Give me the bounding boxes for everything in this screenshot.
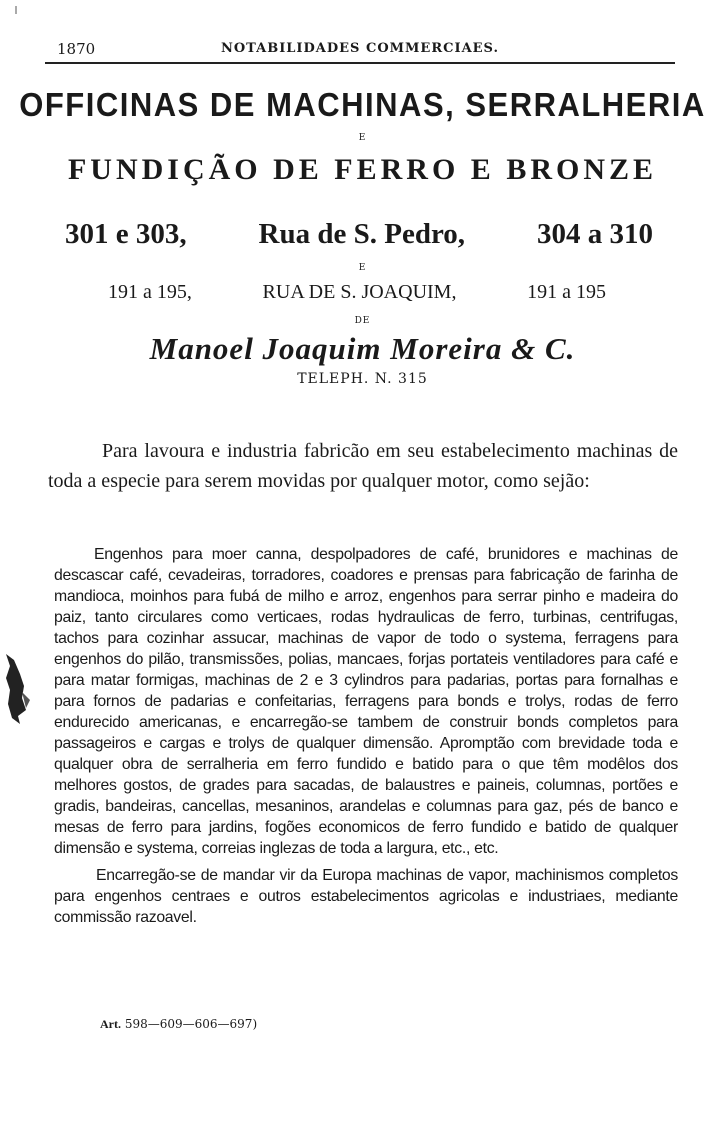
reference-label: Art. [100,1017,121,1031]
address-line-1 [65,218,653,251]
telephone-number: TELEPH. N. 315 [297,371,428,387]
corner-mark [15,6,17,14]
title-main: OFFICINAS DE MACHINAS, SERRALHERIA [19,85,706,124]
running-title: NOTABILIDADES COMMERCIAES. [220,41,500,56]
intro-paragraph [48,436,678,496]
address-line-1-left: 301 e 303, [65,218,187,250]
page-header [45,40,675,62]
reference-numbers: 598—609—606—697) [124,1017,258,1031]
company-name: Manoel Joaquim Moreira & C. [149,331,576,366]
address-conjunction: E [358,263,367,273]
reference-line [100,1017,257,1032]
company-preposition: DE [354,316,371,326]
margin-ink-mark [0,652,34,732]
body-paragraph-2: Encarregão-se de mandar vir da Europa machinas de vapor, machinismos completos para engenhos centraes e outros estabelecimentos agricolas e industriaes, mediante commissão razoavel. [54,867,678,926]
address-line-2-left: 191 a 195, [108,281,192,303]
address-line-1-street: Rua de S. Pedro, [258,218,466,250]
header-rule [45,62,675,64]
address-line-2-street: RUA DE S. JOAQUIM, [262,281,457,303]
address-line-1-right: 304 a 310 [536,218,653,250]
address-line-2 [108,281,606,304]
body-text [54,544,678,928]
intro-text: Para lavoura e industria fabricão em seu estabelecimento machinas de toda a especie para serem movidas por qualquer motor, como sejão: [48,440,678,492]
title-subtitle: FUNDIÇÃO DE FERRO E BRONZE [67,153,658,186]
page-number: 1870 [57,40,96,58]
body-paragraph-1: Engenhos para moer canna, despolpadores de café, brunidores e machinas de descascar café, cevadeiras, torradores, coadores e prensas para fabricação de farinha de mandioca, moinhos para fubá de milho e arroz, engenhos para serrar pinho e madeira do paiz, tanto circulares como verticaes, rodas hydraulicas de ferro, turbinas, centrifugas, tachos para cozinhar assucar, machinas de vapor de todo o systema, ferragens para engenhos do pilão, transmissões, polias, mancaes, forjas portateis ventiladores para café e para matar formigas, machinas de 2 e 3 cylindros para padarias, portas para fornalhas e para fornos de padarias e confeitarias, ferragens para bonds e trolys, rodas de ferro endurecido americanas, e encarregão-se tambem de construir bonds completos para passageiros e cargas e trolys de qualquer dimensão. Apromptão com brevidade toda e qualquer obra de serralheria em ferro fundido e batido para o que têm modêlos dos melhores gostos, de grades para sacadas, de balaustres e paineis, columnas, portões e gradis, bandeiras, cancellas, mesaninos, arandelas e columnas para gaz, pés de banco e mesas de ferro para jardins, fogões economicos de ferro fundido e batido de qualquer dimensão e systema, correias inglezas de toda a largura, etc., etc. [54,546,678,857]
address-line-2-right: 191 a 195 [527,281,606,303]
title-conjunction: E [358,133,367,143]
